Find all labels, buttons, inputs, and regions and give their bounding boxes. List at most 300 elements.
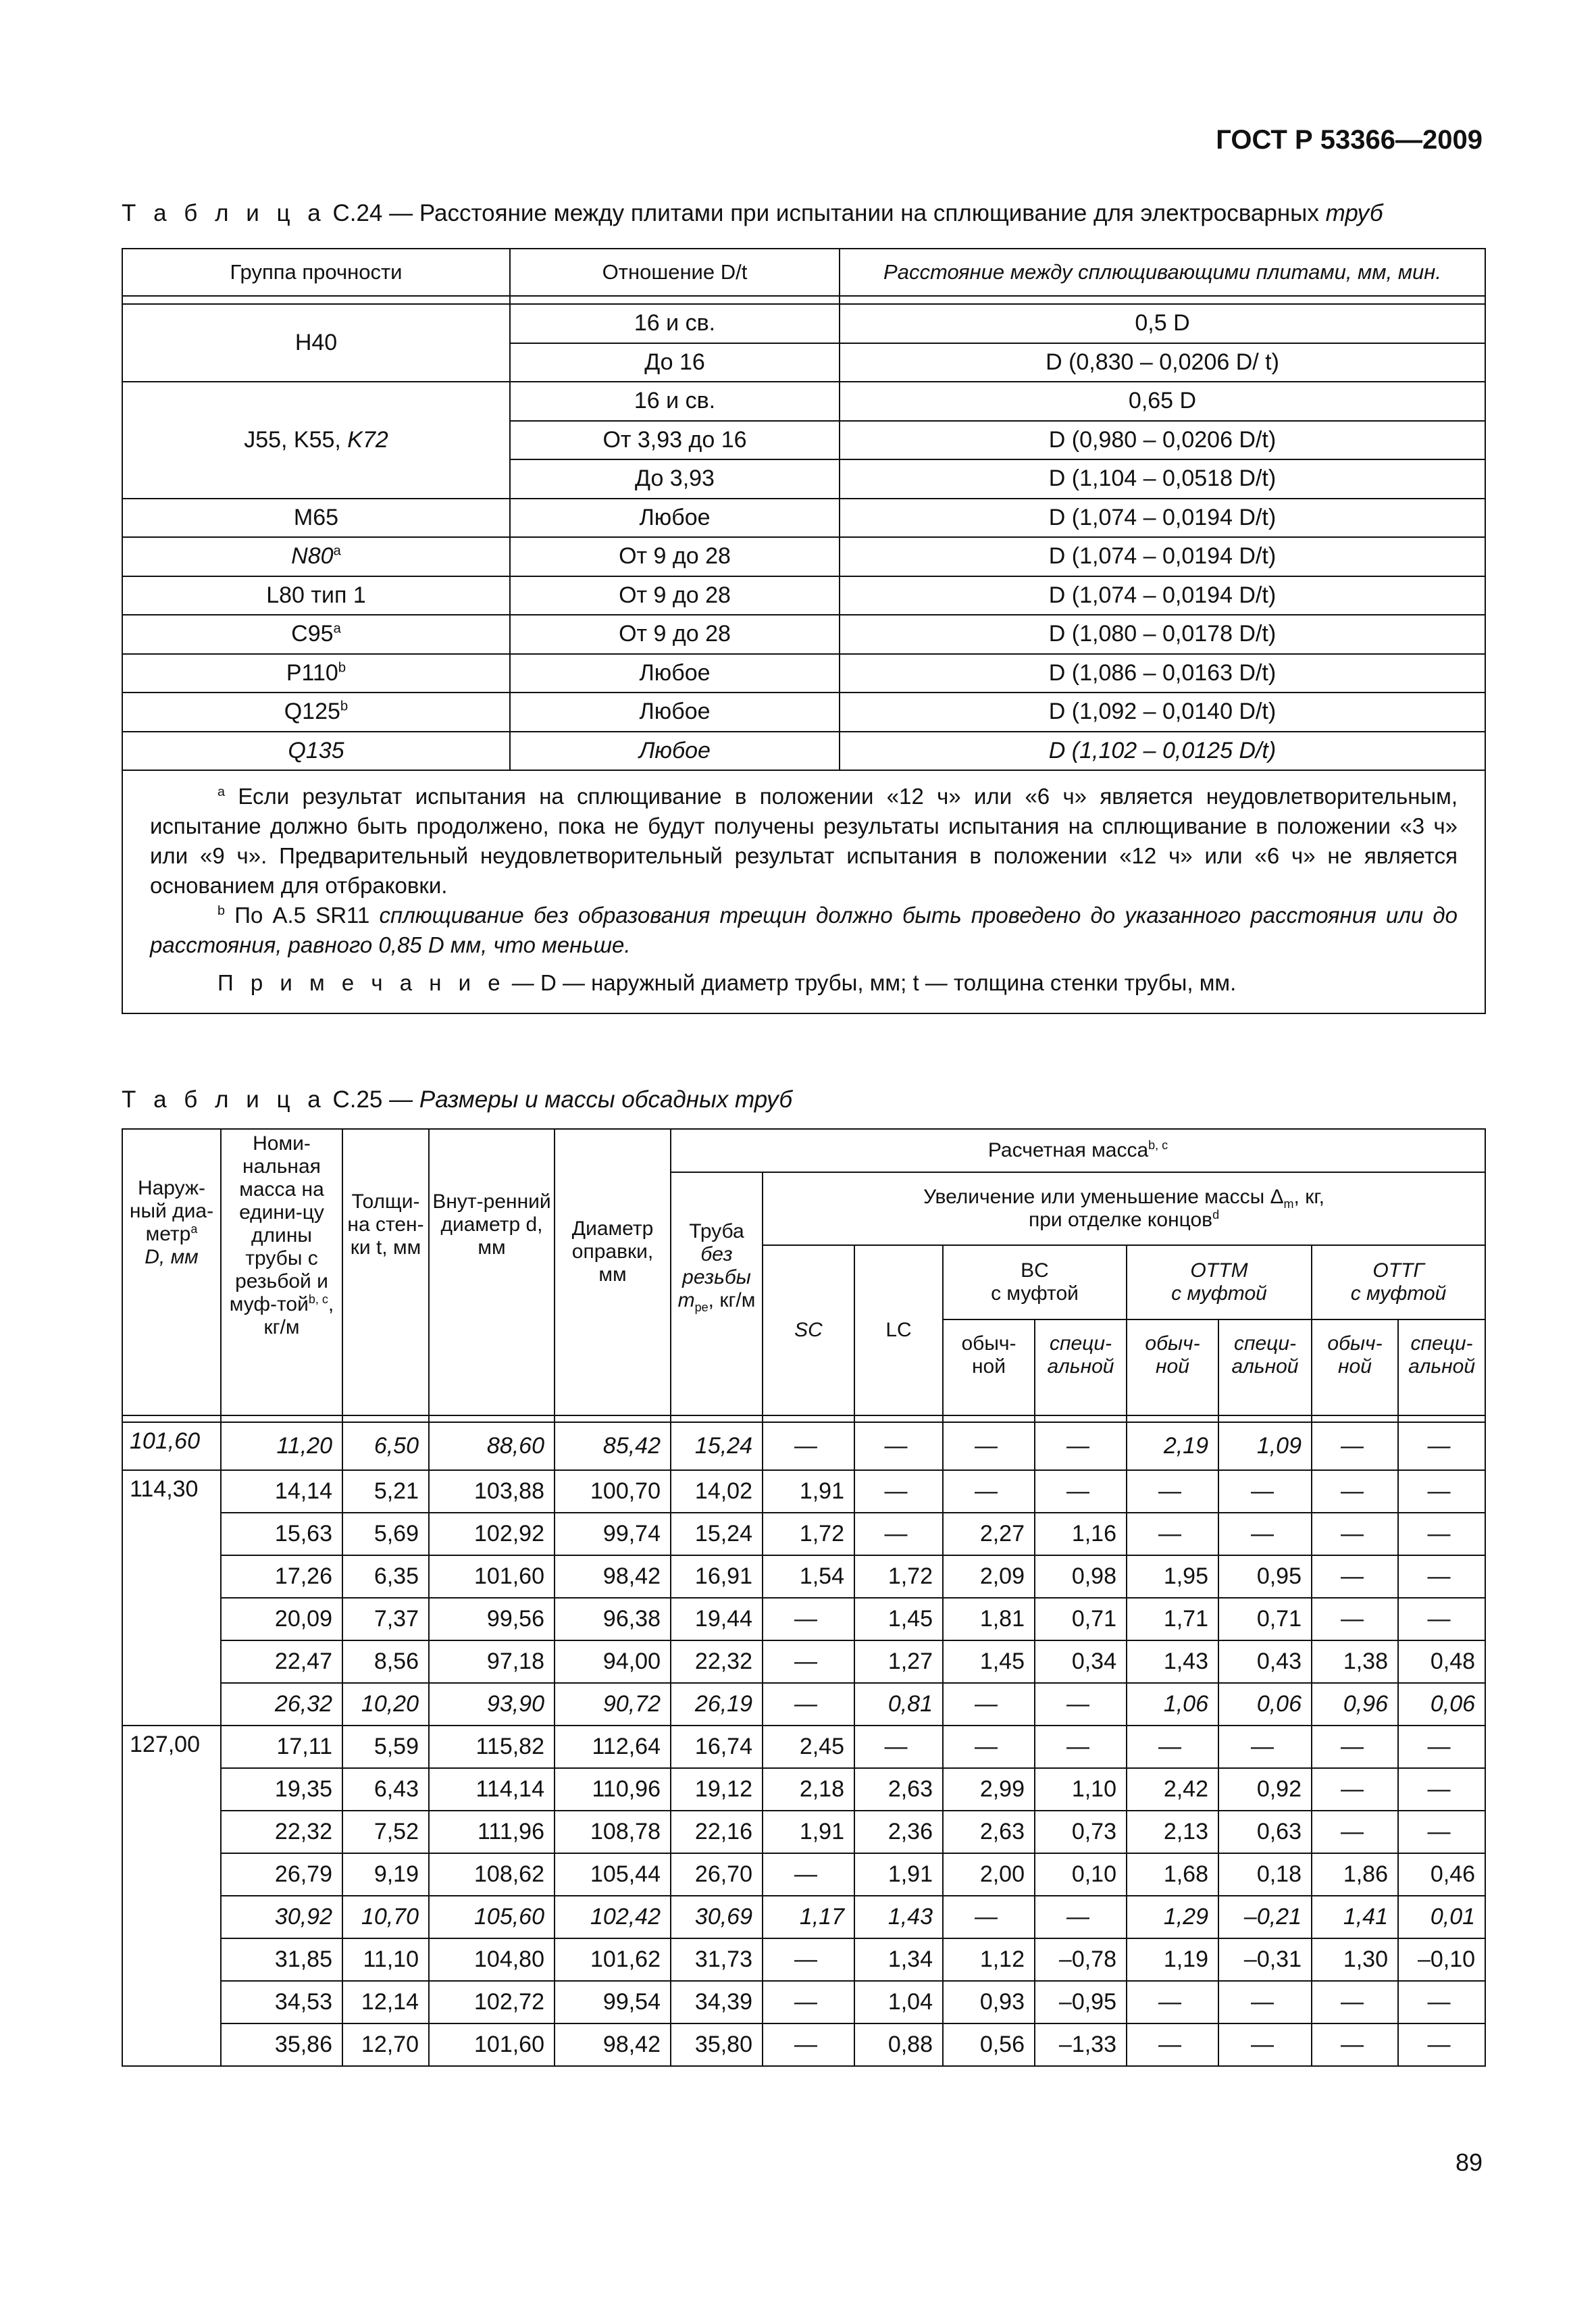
- note-text: — D — наружный диаметр трубы, мм; t — толщина стенки трубы, мм.: [511, 970, 1237, 995]
- table-cell: —: [943, 1683, 1035, 1726]
- table-c25-body: [122, 1422, 1485, 2066]
- table-row: [122, 1896, 1485, 1938]
- table-cell: 12,70: [342, 2023, 429, 2066]
- caption-label: Т а б л и ц а: [122, 1086, 326, 1113]
- footnote-ref: a: [190, 1222, 198, 1236]
- header-gap: [671, 1415, 763, 1422]
- ratio-cell: 16 и св.: [510, 382, 840, 421]
- ratio-cell: Любое: [510, 654, 840, 693]
- group-cell: [122, 693, 510, 732]
- table-cell: —: [943, 1470, 1035, 1513]
- ratio-cell: От 9 до 28: [510, 615, 840, 654]
- table-cell: 30,92: [221, 1896, 342, 1938]
- table-cell: 19,35: [221, 1768, 342, 1811]
- table-cell: —: [1127, 1981, 1218, 2023]
- table-cell: 0,10: [1035, 1853, 1127, 1896]
- table-cell: 0,06: [1218, 1683, 1312, 1726]
- header-gap: [342, 1415, 429, 1422]
- header-subscript: pe: [694, 1301, 709, 1314]
- group-cell: [122, 537, 510, 576]
- table-cell: 105,44: [555, 1853, 671, 1896]
- header-ottg: [1312, 1245, 1485, 1319]
- table-cell: 2,45: [763, 1726, 854, 1768]
- table-cell: 0,43: [1218, 1640, 1312, 1683]
- header-special: специ-альной: [1218, 1319, 1312, 1415]
- table-cell: 2,09: [943, 1555, 1035, 1598]
- table-cell: —: [1312, 1981, 1398, 2023]
- table-cell: 1,30: [1312, 1938, 1398, 1981]
- header-regular: обыч-ной: [943, 1319, 1035, 1415]
- table-cell: —: [1312, 1768, 1398, 1811]
- footnote-ref: a: [333, 621, 341, 636]
- table-cell: 1,72: [854, 1555, 943, 1598]
- header-mass-change: [763, 1172, 1485, 1245]
- table-cell: 1,38: [1312, 1640, 1398, 1683]
- header-gap: [840, 296, 1485, 304]
- table-cell: —: [1218, 2023, 1312, 2066]
- header-regular: обыч-ной: [1127, 1319, 1218, 1415]
- table-cell: 19,44: [671, 1598, 763, 1640]
- header-text: Труба: [689, 1220, 744, 1242]
- table-cell: 1,04: [854, 1981, 943, 2023]
- ratio-cell: До 3,93: [510, 459, 840, 499]
- table-cell: 5,21: [342, 1470, 429, 1513]
- table-cell: —: [1035, 1683, 1127, 1726]
- footnote-a: [150, 782, 1458, 901]
- footnote-ref: b, c: [308, 1292, 328, 1306]
- table-cell: 1,86: [1312, 1853, 1398, 1896]
- group-label: C95: [291, 621, 334, 647]
- table-cell: —: [943, 1422, 1035, 1470]
- table-cell: 1,91: [854, 1853, 943, 1896]
- table-cell: —: [1398, 1981, 1485, 2023]
- table-cell: 0,46: [1398, 1853, 1485, 1896]
- table-cell: 5,59: [342, 1726, 429, 1768]
- header-gap: [122, 1415, 221, 1422]
- header-gap: [1218, 1415, 1312, 1422]
- ratio-cell: Любое: [510, 693, 840, 732]
- table-cell: —: [1312, 1811, 1398, 1853]
- group-cell: Q135: [122, 732, 510, 771]
- table-c24: [122, 248, 1486, 1014]
- table-cell: 1,45: [943, 1640, 1035, 1683]
- table-c24-caption: [122, 200, 1383, 227]
- table-cell: 111,96: [429, 1811, 555, 1853]
- table-cell: —: [1398, 1422, 1485, 1470]
- distance-cell: D (0,980 – 0,0206 D/t): [840, 421, 1485, 460]
- table-cell: 22,47: [221, 1640, 342, 1683]
- table-cell: —: [1398, 2023, 1485, 2066]
- table-cell: 1,19: [1127, 1938, 1218, 1981]
- header-lc: LC: [854, 1245, 943, 1415]
- table-cell: —: [1035, 1726, 1127, 1768]
- table-cell: —: [1127, 2023, 1218, 2066]
- header-strength-group: Группа прочности: [122, 249, 510, 296]
- table-note: [150, 968, 1458, 998]
- table-cell: 93,90: [429, 1683, 555, 1726]
- header-symbol: m: [677, 1289, 695, 1311]
- header-gap: [763, 1415, 854, 1422]
- table-cell: 2,99: [943, 1768, 1035, 1811]
- table-cell: —: [854, 1422, 943, 1470]
- note-label: П р и м е ч а н и е: [217, 970, 506, 995]
- distance-cell: D (0,830 – 0,0206 D/ t): [840, 343, 1485, 382]
- header-unit: , кг/м: [708, 1289, 756, 1311]
- table-cell: —: [1218, 1981, 1312, 2023]
- table-cell: 1,95: [1127, 1555, 1218, 1598]
- table-row: [122, 1513, 1485, 1555]
- table-cell: —: [763, 1853, 854, 1896]
- table-cell: —: [1398, 1811, 1485, 1853]
- table-cell: 10,20: [342, 1683, 429, 1726]
- table-cell: 1,81: [943, 1598, 1035, 1640]
- ratio-cell: От 3,93 до 16: [510, 421, 840, 460]
- table-cell: 0,81: [854, 1683, 943, 1726]
- table-cell: 31,73: [671, 1938, 763, 1981]
- header-ottm: [1127, 1245, 1312, 1319]
- table-cell: —: [1312, 1726, 1398, 1768]
- table-cell: 7,52: [342, 1811, 429, 1853]
- table-cell: —: [1398, 1555, 1485, 1598]
- table-cell: –0,78: [1035, 1938, 1127, 1981]
- table-cell: 11,20: [221, 1422, 342, 1470]
- table-cell: 101,62: [555, 1938, 671, 1981]
- group-cell: [122, 654, 510, 693]
- table-cell: 105,60: [429, 1896, 555, 1938]
- table-cell: 102,92: [429, 1513, 555, 1555]
- table-cell: —: [1035, 1470, 1127, 1513]
- table-cell: 94,00: [555, 1640, 671, 1683]
- header-sc: SC: [763, 1245, 854, 1415]
- table-cell: 14,14: [221, 1470, 342, 1513]
- table-cell: —: [763, 1683, 854, 1726]
- header-unit: , кг/м: [263, 1293, 334, 1338]
- table-cell: —: [1035, 1896, 1127, 1938]
- group-cell: [122, 615, 510, 654]
- table-cell: 6,43: [342, 1768, 429, 1811]
- table-cell: 115,82: [429, 1726, 555, 1768]
- table-row: [122, 1981, 1485, 2023]
- table-cell: 1,34: [854, 1938, 943, 1981]
- table-cell: 15,63: [221, 1513, 342, 1555]
- header-distance: Расстояние между сплющивающими плитами, мм, мин.: [840, 249, 1485, 296]
- table-cell: 0,56: [943, 2023, 1035, 2066]
- distance-cell: D (1,074 – 0,0194 D/t): [840, 537, 1485, 576]
- header-bc: [943, 1245, 1127, 1319]
- table-cell: 0,95: [1218, 1555, 1312, 1598]
- distance-cell: 0,5 D: [840, 304, 1485, 343]
- table-row: [122, 1422, 1485, 1470]
- header-gap: [854, 1415, 943, 1422]
- table-cell: 2,36: [854, 1811, 943, 1853]
- table-cell: 110,96: [555, 1768, 671, 1811]
- table-cell: —: [1312, 1598, 1398, 1640]
- table-cell: 2,13: [1127, 1811, 1218, 1853]
- distance-cell: D (1,074 – 0,0194 D/t): [840, 499, 1485, 538]
- table-cell: 1,54: [763, 1555, 854, 1598]
- table-cell: 20,09: [221, 1598, 342, 1640]
- group-cell: M65: [122, 499, 510, 538]
- header-text: , кг,: [1293, 1186, 1324, 1208]
- table-cell: 98,42: [555, 2023, 671, 2066]
- table-cell: 16,74: [671, 1726, 763, 1768]
- header-text: с муфтой: [991, 1282, 1079, 1305]
- header-gap: [1398, 1415, 1485, 1422]
- table-cell: 108,78: [555, 1811, 671, 1853]
- footnote-text-italic: сплющивание без образования трещин должно быть проведено до указанного расстояния или до расстояния, равного 0,85 D мм, что меньше.: [150, 903, 1458, 957]
- group-label: N80: [291, 543, 334, 570]
- table-cell: 100,70: [555, 1470, 671, 1513]
- table-cell: 0,18: [1218, 1853, 1312, 1896]
- header-text: ОТТМ: [1190, 1259, 1248, 1282]
- table-cell: 2,18: [763, 1768, 854, 1811]
- header-unit: D, мм: [145, 1246, 199, 1268]
- table-cell: 15,24: [671, 1422, 763, 1470]
- table-cell: 1,91: [763, 1470, 854, 1513]
- table-c25: [122, 1128, 1486, 2067]
- header-subscript: m: [1283, 1197, 1294, 1211]
- table-cell: 0,88: [854, 2023, 943, 2066]
- table-cell: 1,12: [943, 1938, 1035, 1981]
- table-cell: –0,21: [1218, 1896, 1312, 1938]
- table-row: [122, 1555, 1485, 1598]
- table-cell: —: [1127, 1513, 1218, 1555]
- table-cell: —: [1398, 1513, 1485, 1555]
- footnote-ref: b: [340, 699, 349, 714]
- table-cell: 1,10: [1035, 1768, 1127, 1811]
- group-label: Q125: [284, 699, 340, 725]
- table-cell: 96,38: [555, 1598, 671, 1640]
- header-gap: [429, 1415, 555, 1422]
- table-cell: 1,91: [763, 1811, 854, 1853]
- header-gap: [510, 296, 840, 304]
- table-cell: 0,73: [1035, 1811, 1127, 1853]
- table-cell: 10,70: [342, 1896, 429, 1938]
- table-row: [122, 1811, 1485, 1853]
- table-cell: 2,19: [1127, 1422, 1218, 1470]
- table-cell: 19,12: [671, 1768, 763, 1811]
- table-row: [122, 1470, 1485, 1513]
- table-row: [122, 1938, 1485, 1981]
- table-cell: 22,32: [221, 1811, 342, 1853]
- table-cell: 30,69: [671, 1896, 763, 1938]
- table-cell: 26,79: [221, 1853, 342, 1896]
- table-cell: —: [1312, 1555, 1398, 1598]
- header-text: Расчетная масса: [987, 1139, 1149, 1161]
- table-row: [122, 1768, 1485, 1811]
- header-text: с муфтой: [1171, 1282, 1267, 1305]
- table-cell: 6,35: [342, 1555, 429, 1598]
- table-cell: 102,72: [429, 1981, 555, 2023]
- table-cell: 26,70: [671, 1853, 763, 1896]
- caption-number: C.24: [332, 200, 383, 226]
- distance-cell: 0,65 D: [840, 382, 1485, 421]
- table-cell: 2,42: [1127, 1768, 1218, 1811]
- page-number: 89: [1455, 2148, 1483, 2176]
- table-cell: 1,09: [1218, 1422, 1312, 1470]
- table-cell: 12,14: [342, 1981, 429, 2023]
- table-cell: —: [763, 1422, 854, 1470]
- table-row: [122, 1598, 1485, 1640]
- header-nominal-mass: [221, 1129, 342, 1415]
- table-cell: —: [1312, 1513, 1398, 1555]
- table-cell: 1,68: [1127, 1853, 1218, 1896]
- table-cell: 1,71: [1127, 1598, 1218, 1640]
- table-cell: —: [854, 1470, 943, 1513]
- table-c24-footnotes: [122, 770, 1485, 1013]
- table-cell: –0,95: [1035, 1981, 1127, 2023]
- header-text: при отделке концов: [1028, 1209, 1213, 1231]
- table-row: [122, 2023, 1485, 2066]
- footnote-text: По A.5 SR11: [234, 903, 370, 928]
- table-cell: —: [1127, 1470, 1218, 1513]
- table-cell: —: [1312, 1470, 1398, 1513]
- header-gap: [943, 1415, 1035, 1422]
- caption-label: Т а б л и ц а: [122, 200, 326, 226]
- table-cell: 112,64: [555, 1726, 671, 1768]
- table-cell: 2,00: [943, 1853, 1035, 1896]
- header-gap: [1035, 1415, 1127, 1422]
- table-cell: 17,26: [221, 1555, 342, 1598]
- footnote-ref: d: [1212, 1208, 1220, 1222]
- table-cell: 1,16: [1035, 1513, 1127, 1555]
- outer-diameter-cell: 114,30: [122, 1470, 221, 1726]
- distance-cell: D (1,102 – 0,0125 D/t): [840, 732, 1485, 771]
- table-cell: —: [854, 1513, 943, 1555]
- table-cell: 22,16: [671, 1811, 763, 1853]
- table-cell: 11,10: [342, 1938, 429, 1981]
- outer-diameter-cell: 101,60: [122, 1422, 221, 1470]
- table-cell: 90,72: [555, 1683, 671, 1726]
- caption-text: — Расстояние между плитами при испытании на сплющивание для электросварных: [389, 200, 1319, 226]
- table-cell: —: [763, 1640, 854, 1683]
- table-cell: —: [763, 1981, 854, 2023]
- table-cell: 17,11: [221, 1726, 342, 1768]
- caption-number: C.25: [332, 1086, 383, 1113]
- table-row: [122, 1640, 1485, 1683]
- header-text: Номи-нальная масса на едини-цу длины трубы с резьбой и муф-той: [229, 1132, 328, 1315]
- table-cell: 1,43: [1127, 1640, 1218, 1683]
- table-cell: —: [1218, 1513, 1312, 1555]
- table-cell: 1,17: [763, 1896, 854, 1938]
- table-cell: 0,01: [1398, 1896, 1485, 1938]
- table-cell: 0,96: [1312, 1683, 1398, 1726]
- header-wall-thickness: Толщи-на стен-ки t, мм: [342, 1129, 429, 1415]
- table-cell: 8,56: [342, 1640, 429, 1683]
- table-cell: —: [1398, 1768, 1485, 1811]
- table-cell: 0,63: [1218, 1811, 1312, 1853]
- table-cell: 31,85: [221, 1938, 342, 1981]
- footnote-mark: a: [217, 784, 226, 799]
- table-cell: 101,60: [429, 1555, 555, 1598]
- table-cell: 102,42: [555, 1896, 671, 1938]
- header-inner-diameter: Внут-ренний диаметр d, мм: [429, 1129, 555, 1415]
- table-cell: 35,86: [221, 2023, 342, 2066]
- table-cell: 6,50: [342, 1422, 429, 1470]
- table-cell: 1,41: [1312, 1896, 1398, 1938]
- distance-cell: D (1,092 – 0,0140 D/t): [840, 693, 1485, 732]
- table-cell: 99,56: [429, 1598, 555, 1640]
- header-outer-diameter: [122, 1129, 221, 1415]
- header-text: с муфтой: [1350, 1282, 1447, 1305]
- header-text: Увеличение или уменьшение массы Δ: [923, 1186, 1284, 1208]
- table-cell: 1,06: [1127, 1683, 1218, 1726]
- header-gap: [122, 296, 510, 304]
- group-cell: J55, K55, K72: [122, 382, 510, 499]
- table-cell: 0,06: [1398, 1683, 1485, 1726]
- footnote-mark: b: [217, 903, 226, 918]
- table-cell: —: [943, 1896, 1035, 1938]
- table-cell: 0,93: [943, 1981, 1035, 2023]
- footnote-ref: a: [333, 543, 341, 559]
- header-text: ОТТГ: [1372, 1259, 1424, 1282]
- table-cell: —: [763, 2023, 854, 2066]
- header-gap: [555, 1415, 671, 1422]
- standard-code: ГОСТ Р 53366—2009: [1216, 125, 1483, 155]
- table-cell: —: [943, 1726, 1035, 1768]
- table-cell: —: [854, 1726, 943, 1768]
- header-calc-mass: [671, 1129, 1485, 1172]
- header-ratio: Отношение D/t: [510, 249, 840, 296]
- table-cell: 0,98: [1035, 1555, 1127, 1598]
- ratio-cell: 16 и св.: [510, 304, 840, 343]
- table-cell: 7,37: [342, 1598, 429, 1640]
- footnote-ref: b, c: [1148, 1138, 1168, 1152]
- table-cell: 1,27: [854, 1640, 943, 1683]
- table-cell: 98,42: [555, 1555, 671, 1598]
- table-cell: 9,19: [342, 1853, 429, 1896]
- table-cell: –1,33: [1035, 2023, 1127, 2066]
- header-text-italic: без резьбы: [682, 1243, 751, 1288]
- table-cell: —: [1218, 1726, 1312, 1768]
- table-cell: —: [1312, 1422, 1398, 1470]
- table-cell: 1,43: [854, 1896, 943, 1938]
- table-cell: —: [1398, 1726, 1485, 1768]
- ratio-cell: До 16: [510, 343, 840, 382]
- header-text: BC: [1021, 1259, 1049, 1282]
- table-cell: 104,80: [429, 1938, 555, 1981]
- table-row: [122, 1726, 1485, 1768]
- header-gap: [221, 1415, 342, 1422]
- table-cell: —: [763, 1938, 854, 1981]
- group-cell: H40: [122, 304, 510, 382]
- footnote-text: Если результат испытания на сплющивание в положении «12 ч» или «6 ч» является неудовлетворительным, испытание должно быть продолжено, пока не будут получены результаты испытания на сплющивание в положении «3 ч» или «9 ч». Предварительный неудовлетворительный результат испытания в положении «12 ч» или «6 ч» не является основанием для отбраковки.: [150, 784, 1458, 898]
- table-cell: 1,45: [854, 1598, 943, 1640]
- outer-diameter-cell: 127,00: [122, 1726, 221, 2066]
- table-cell: 0,34: [1035, 1640, 1127, 1683]
- header-plain-pipe: [671, 1172, 763, 1415]
- table-cell: —: [1398, 1470, 1485, 1513]
- group-cell: L80 тип 1: [122, 576, 510, 615]
- header-drift-diameter: Диаметр оправки, мм: [555, 1129, 671, 1415]
- table-cell: 35,80: [671, 2023, 763, 2066]
- table-c25-caption: [122, 1086, 792, 1113]
- table-cell: 26,19: [671, 1683, 763, 1726]
- table-cell: 101,60: [429, 2023, 555, 2066]
- header-text: Наруж-ный диа-метр: [129, 1177, 214, 1245]
- caption-italic: — Размеры и массы обсадных труб: [389, 1086, 793, 1113]
- ratio-cell: Любое: [510, 499, 840, 538]
- table-cell: 22,32: [671, 1640, 763, 1683]
- caption-italic: труб: [1325, 200, 1383, 226]
- table-cell: 85,42: [555, 1422, 671, 1470]
- table-cell: —: [763, 1598, 854, 1640]
- table-cell: 108,62: [429, 1853, 555, 1896]
- table-cell: 0,92: [1218, 1768, 1312, 1811]
- table-cell: 14,02: [671, 1470, 763, 1513]
- ratio-cell: Любое: [510, 732, 840, 771]
- table-cell: 26,32: [221, 1683, 342, 1726]
